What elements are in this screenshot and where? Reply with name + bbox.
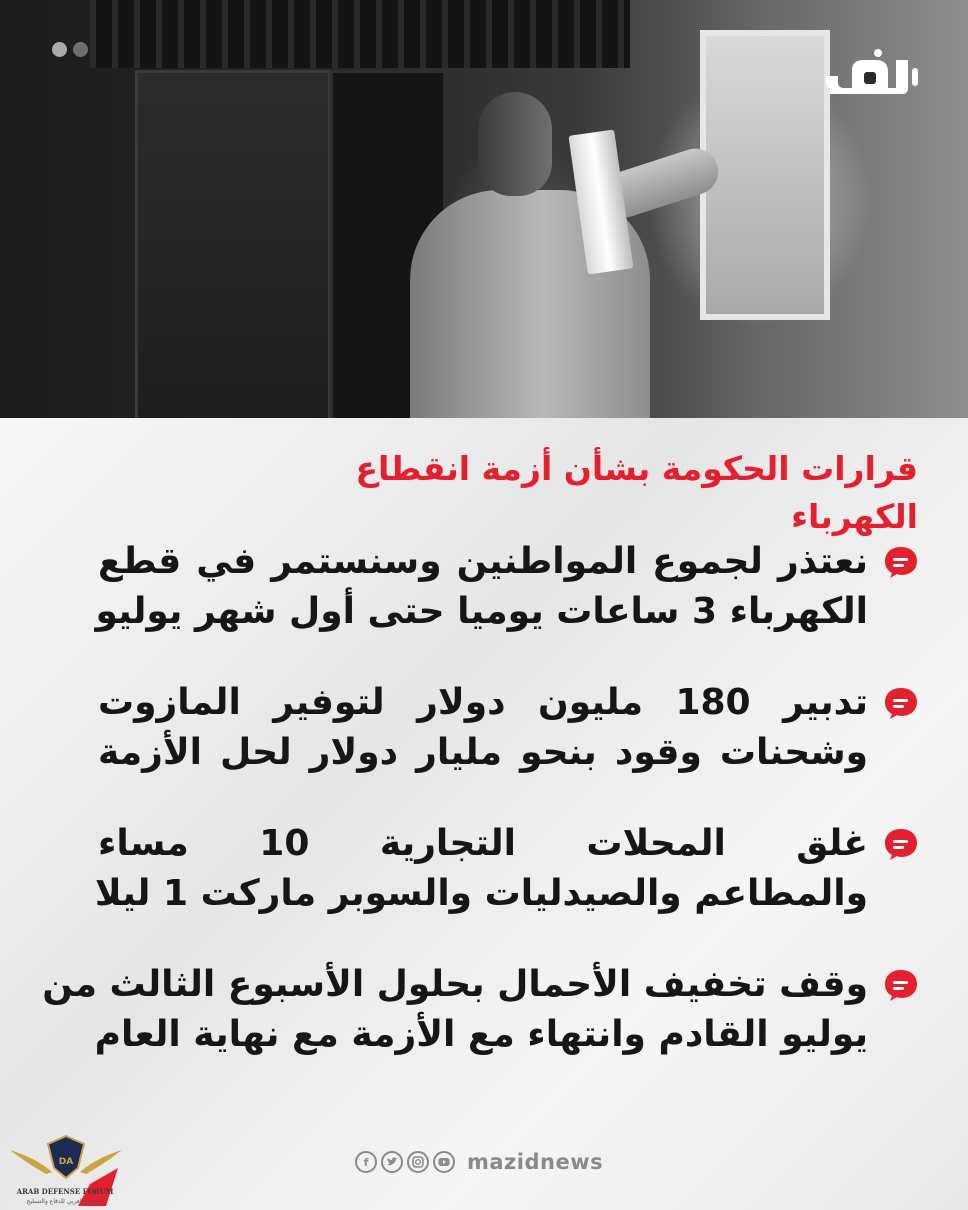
decision-line-2: الكهرباء 3 ساعات يوميا حتى أول شهر يوليو: [95, 591, 868, 632]
svg-text:DA: DA: [58, 1157, 74, 1167]
mazid-logo-icon: [822, 48, 920, 96]
brand-logo: [822, 48, 920, 96]
chat-bubble-bullet-icon: [882, 545, 920, 579]
watermark-subtitle: المنتدى العربي للدفاع والتسليح: [26, 1198, 104, 1205]
header-photo: [0, 0, 968, 418]
watermark-name: ARAB DEFENSE FORUM: [16, 1187, 114, 1196]
carousel-dots[interactable]: [52, 42, 88, 57]
chat-bubble-bullet-icon: [882, 968, 920, 1002]
youtube-icon[interactable]: [433, 1151, 455, 1173]
decision-item: [42, 960, 868, 1060]
decision-line-1: وقف تخفيف الأحمال بحلول الأسبوع الثالث من: [42, 964, 868, 1005]
social-footer: [355, 1146, 603, 1178]
decision-item: [98, 678, 868, 778]
social-handle[interactable]: mazidnews: [467, 1150, 604, 1174]
decision-line-2: وشحنات وقود بنحو مليار دولار لحل الأزمة: [98, 732, 868, 773]
decision-line-2: يوليو القادم وانتهاء مع الأزمة مع نهاية العام: [94, 1014, 868, 1055]
chat-bubble-bullet-icon: [882, 827, 920, 861]
twitter-icon[interactable]: [381, 1151, 403, 1173]
decision-line-1: تدبير 180 مليون دولار لتوفير المازوت: [98, 682, 868, 723]
door: [135, 70, 331, 418]
carousel-dot[interactable]: [73, 42, 88, 57]
decision-line-2: والمطاعم والصيدليات والسوبر ماركت 1 ليلا: [94, 873, 868, 914]
carousel-dot-active[interactable]: [52, 42, 67, 57]
facebook-icon[interactable]: f: [355, 1151, 377, 1173]
decision-item: [95, 537, 868, 637]
decision-line-1: نعتذر لجموع المواطنين وسنستمر في قطع: [98, 541, 868, 582]
chat-bubble-bullet-icon: [882, 686, 920, 720]
instagram-icon[interactable]: [407, 1151, 429, 1173]
man-head: [478, 92, 552, 196]
decision-line-1: غلق المحلات التجارية 10 مساء: [98, 823, 868, 864]
electric-panel: [700, 30, 830, 320]
window-grille: [90, 0, 630, 68]
headline: قرارات الحكومة بشأن أزمة انقطاع الكهرباء: [355, 449, 918, 536]
decision-item: [94, 819, 868, 919]
